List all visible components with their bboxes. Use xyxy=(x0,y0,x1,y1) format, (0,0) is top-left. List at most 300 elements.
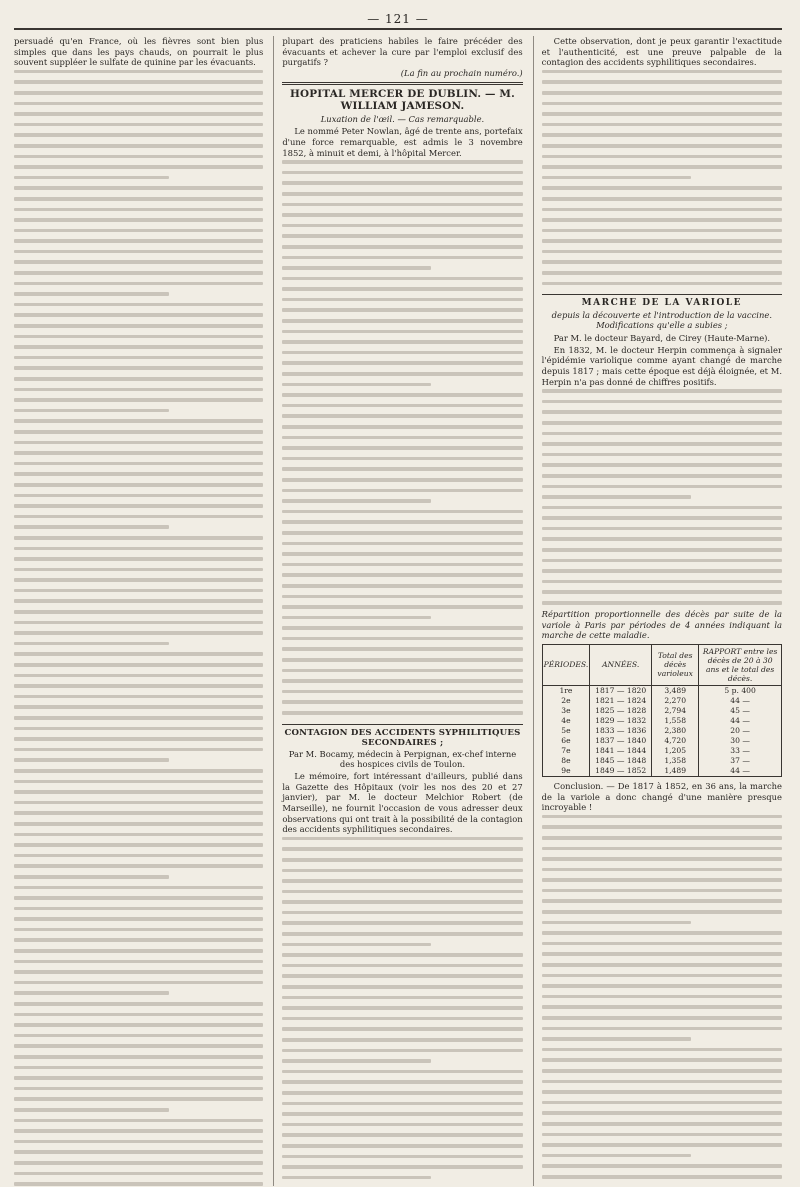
table-cell-total: 2,380 xyxy=(652,726,699,736)
text-line-placeholder xyxy=(542,559,782,563)
article-contagion-title: CONTAGION DES ACCIDENTS SYPHILITIQUES SECONDAIRES ; xyxy=(284,728,521,749)
text-line-placeholder xyxy=(14,1023,263,1027)
table-cell-period: 4e xyxy=(542,716,590,726)
text-line-placeholder xyxy=(542,410,782,414)
text-line-placeholder xyxy=(14,356,263,360)
text-line-placeholder xyxy=(282,616,431,620)
table-cell-total: 2,794 xyxy=(652,706,699,716)
text-line-placeholder xyxy=(282,414,522,418)
text-line-placeholder xyxy=(542,1143,782,1147)
text-line-placeholder xyxy=(14,70,263,74)
text-line-placeholder xyxy=(14,155,263,159)
article-mercer-body-text xyxy=(282,160,522,720)
text-line-placeholder xyxy=(14,133,263,137)
text-line-placeholder xyxy=(14,875,169,879)
text-line-placeholder xyxy=(14,208,263,212)
table-header-row xyxy=(542,644,781,685)
text-line-placeholder xyxy=(542,155,782,159)
text-line-placeholder xyxy=(542,921,691,925)
text-line-placeholder xyxy=(14,112,263,116)
text-line-placeholder xyxy=(282,1059,431,1063)
text-line-placeholder xyxy=(14,631,263,635)
text-line-placeholder xyxy=(14,811,263,815)
article-contagion-opening: Le mémoire, fort intéressant d'ailleurs, publié dans la Gazette des Hôpitaux (voir les nos des 20 et 27 janvier), par M. le docteur Melchior Robert (de Marseille), ne fournit l'occasion de vous adresser deux observations qui ont trait à la possibilité de la contagion des accidents syphilitiques secondaires. xyxy=(282,771,523,835)
text-line-placeholder xyxy=(14,324,263,328)
table-body xyxy=(542,685,781,776)
text-line-placeholder xyxy=(14,822,263,826)
text-line-placeholder xyxy=(542,1005,782,1009)
text-line-placeholder xyxy=(282,383,431,387)
text-line-placeholder xyxy=(542,260,782,264)
table-cell-period: 6e xyxy=(542,736,590,746)
text-line-placeholder xyxy=(542,165,782,169)
text-line-placeholder xyxy=(14,1002,263,1006)
table-cell-ratio: 20 — xyxy=(699,726,782,736)
text-line-placeholder xyxy=(14,981,263,985)
text-line-placeholder xyxy=(14,928,263,932)
text-line-placeholder xyxy=(14,896,263,900)
page-header xyxy=(14,12,782,30)
table-cell-years: 1849 — 1852 xyxy=(590,766,652,777)
text-line-placeholder xyxy=(542,942,782,946)
table-cell-total: 1,558 xyxy=(652,716,699,726)
text-line-placeholder xyxy=(542,868,782,872)
text-line-placeholder xyxy=(14,854,263,858)
text-line-placeholder xyxy=(282,964,522,968)
text-line-placeholder xyxy=(542,580,782,584)
text-line-placeholder xyxy=(542,963,782,967)
page-number: — 121 — xyxy=(367,12,429,26)
article-variole-title: MARCHE DE LA VARIOLE xyxy=(581,297,742,308)
text-line-placeholder xyxy=(282,1176,431,1180)
text-line-placeholder xyxy=(14,515,263,519)
text-line-placeholder xyxy=(542,432,782,436)
text-line-placeholder xyxy=(14,525,169,529)
text-line-placeholder xyxy=(282,1133,522,1137)
article-contagion-body-text xyxy=(282,837,522,1186)
text-line-placeholder xyxy=(14,547,263,551)
continued-note: (La fin au prochain numéro.) xyxy=(400,67,523,78)
conclusion-opening: Conclusion. — De 1817 à 1852, en 36 ans, la marche de la variole a donc changé d'une manière presque incroyable ! xyxy=(541,780,782,813)
text-line-placeholder xyxy=(282,711,522,715)
text-line-placeholder xyxy=(282,1080,522,1084)
text-line-placeholder xyxy=(14,398,263,402)
text-line-placeholder xyxy=(14,716,263,720)
page-columns xyxy=(14,36,782,1186)
table-row xyxy=(542,756,781,766)
text-line-placeholder xyxy=(282,1112,522,1116)
text-line-placeholder xyxy=(542,271,782,275)
text-line-placeholder xyxy=(542,1058,782,1062)
table-cell-ratio: 5 p. 400 xyxy=(699,685,782,696)
text-line-placeholder xyxy=(282,203,522,207)
column-2 xyxy=(273,36,522,1186)
text-line-placeholder xyxy=(14,568,263,572)
text-line-placeholder xyxy=(282,425,522,429)
text-line-placeholder xyxy=(14,260,263,264)
text-line-placeholder xyxy=(14,1066,263,1070)
text-line-placeholder xyxy=(542,1027,782,1031)
text-line-placeholder xyxy=(542,974,782,978)
text-line-placeholder xyxy=(282,900,522,904)
table-header-rapport: RAPPORT entre les décès de 20 à 30 ans et le total des décès. xyxy=(699,644,782,685)
text-line-placeholder xyxy=(14,494,263,498)
text-line-placeholder xyxy=(542,527,782,531)
text-line-placeholder xyxy=(14,1129,263,1133)
text-line-placeholder xyxy=(282,489,522,493)
text-line-placeholder xyxy=(14,409,169,413)
text-line-placeholder xyxy=(542,815,782,819)
table-row xyxy=(542,706,781,716)
text-line-placeholder xyxy=(542,1101,782,1105)
text-line-placeholder xyxy=(14,282,263,286)
text-line-placeholder xyxy=(282,298,522,302)
text-line-placeholder xyxy=(14,886,263,890)
text-line-placeholder xyxy=(14,589,263,593)
text-line-placeholder xyxy=(14,610,263,614)
table-cell-ratio: 30 — xyxy=(699,736,782,746)
table-cell-total: 4,720 xyxy=(652,736,699,746)
text-line-placeholder xyxy=(14,769,263,773)
text-line-placeholder xyxy=(14,451,263,455)
text-line-placeholder xyxy=(14,833,263,837)
text-line-placeholder xyxy=(14,144,263,148)
text-line-placeholder xyxy=(542,1037,691,1041)
text-line-placeholder xyxy=(282,690,522,694)
text-line-placeholder xyxy=(282,563,522,567)
text-line-placeholder xyxy=(14,176,169,180)
text-line-placeholder xyxy=(542,847,782,851)
text-line-placeholder xyxy=(542,899,782,903)
text-line-placeholder xyxy=(14,674,263,678)
text-line-placeholder xyxy=(14,441,263,445)
text-line-placeholder xyxy=(14,1087,263,1091)
text-line-placeholder xyxy=(282,234,522,238)
text-line-placeholder xyxy=(542,1090,782,1094)
text-line-placeholder xyxy=(14,366,263,370)
text-line-placeholder xyxy=(282,277,522,281)
text-line-placeholder xyxy=(14,313,263,317)
table-cell-period: 3e xyxy=(542,706,590,716)
text-line-placeholder xyxy=(542,186,782,190)
text-line-placeholder xyxy=(282,932,522,936)
text-line-placeholder xyxy=(542,995,782,999)
text-line-placeholder xyxy=(542,825,782,829)
table-header-total: Total des décès varioleux xyxy=(652,644,699,685)
text-line-placeholder xyxy=(14,123,263,127)
text-line-placeholder xyxy=(14,578,263,582)
table-cell-ratio: 37 — xyxy=(699,756,782,766)
text-line-placeholder xyxy=(542,878,782,882)
table-cell-years: 1845 — 1848 xyxy=(590,756,652,766)
column-1 xyxy=(14,36,263,1186)
text-line-placeholder xyxy=(282,658,522,662)
text-line-placeholder xyxy=(14,1161,263,1165)
text-line-placeholder xyxy=(14,621,263,625)
text-line-placeholder xyxy=(14,80,263,84)
text-line-placeholder xyxy=(542,91,782,95)
text-line-placeholder xyxy=(14,758,169,762)
text-line-placeholder xyxy=(282,985,522,989)
table-header-periodes: PÉRIODES. xyxy=(542,644,590,685)
text-line-placeholder xyxy=(282,351,522,355)
text-line-placeholder xyxy=(14,801,263,805)
text-line-placeholder xyxy=(282,953,522,957)
text-line-placeholder xyxy=(14,1150,263,1154)
text-line-placeholder xyxy=(542,1175,782,1179)
table-cell-ratio: 44 — xyxy=(699,716,782,726)
text-line-placeholder xyxy=(542,1133,782,1137)
text-line-placeholder xyxy=(14,1108,169,1112)
text-line-placeholder xyxy=(542,569,782,573)
text-line-placeholder xyxy=(14,271,263,275)
text-line-placeholder xyxy=(542,80,782,84)
text-line-placeholder xyxy=(542,1080,782,1084)
text-line-placeholder xyxy=(14,1076,263,1080)
text-line-placeholder xyxy=(14,780,263,784)
text-line-placeholder xyxy=(282,552,522,556)
text-line-placeholder xyxy=(282,869,522,873)
text-line-placeholder xyxy=(282,1049,522,1053)
table-cell-years: 1821 — 1824 xyxy=(590,696,652,706)
text-line-placeholder xyxy=(542,442,782,446)
table-cell-ratio: 44 — xyxy=(699,696,782,706)
text-line-placeholder xyxy=(282,879,522,883)
text-line-placeholder xyxy=(542,389,782,393)
table-row xyxy=(542,746,781,756)
text-line-placeholder xyxy=(282,542,522,546)
text-line-placeholder xyxy=(282,1155,522,1159)
table-cell-total: 3,489 xyxy=(652,685,699,696)
text-line-placeholder xyxy=(282,1165,522,1169)
text-line-placeholder xyxy=(14,165,263,169)
text-line-placeholder xyxy=(282,911,522,915)
text-line-placeholder xyxy=(282,584,522,588)
text-line-placeholder xyxy=(14,504,263,508)
text-line-placeholder xyxy=(542,474,782,478)
text-line-placeholder xyxy=(542,548,782,552)
table-cell-ratio: 44 — xyxy=(699,766,782,777)
table-cell-years: 1829 — 1832 xyxy=(590,716,652,726)
text-line-placeholder xyxy=(282,467,522,471)
table-cell-years: 1817 — 1820 xyxy=(590,685,652,696)
text-line-placeholder xyxy=(14,1034,263,1038)
text-line-placeholder xyxy=(542,208,782,212)
text-line-placeholder xyxy=(282,372,522,376)
text-line-placeholder xyxy=(542,495,691,499)
text-line-placeholder xyxy=(282,837,522,841)
text-line-placeholder xyxy=(542,1048,782,1052)
text-line-placeholder xyxy=(282,1144,522,1148)
text-line-placeholder xyxy=(14,250,263,254)
table-cell-years: 1837 — 1840 xyxy=(590,736,652,746)
table-cell-years: 1833 — 1836 xyxy=(590,726,652,736)
text-line-placeholder xyxy=(542,1164,782,1168)
table-cell-total: 1,205 xyxy=(652,746,699,756)
text-line-placeholder xyxy=(542,239,782,243)
text-line-placeholder xyxy=(282,637,522,641)
article-mercer-subtitle: Luxation de l'œil. — Cas remarquable. xyxy=(320,114,485,125)
text-line-placeholder xyxy=(542,282,782,286)
text-line-placeholder xyxy=(14,599,263,603)
text-line-placeholder xyxy=(542,516,782,520)
text-line-placeholder xyxy=(14,557,263,561)
section-divider xyxy=(542,294,782,295)
column-1-body-text xyxy=(14,70,263,1186)
text-line-placeholder xyxy=(14,218,263,222)
column-1-opening: persuadé qu'en France, où les fièvres sont bien plus simples que dans les pays chauds, on pourrait le plus souvent suppléer le sulfate de quinine par les évacuants. xyxy=(14,36,264,68)
text-line-placeholder xyxy=(14,727,263,731)
table-row xyxy=(542,726,781,736)
text-line-placeholder xyxy=(14,705,263,709)
text-line-placeholder xyxy=(14,335,263,339)
article-variole-body-text xyxy=(542,389,782,609)
text-line-placeholder xyxy=(542,601,782,605)
text-line-placeholder xyxy=(542,836,782,840)
text-line-placeholder xyxy=(14,102,263,106)
mortality-table xyxy=(542,644,782,777)
text-line-placeholder xyxy=(282,943,431,947)
text-line-placeholder xyxy=(14,1119,263,1123)
text-line-placeholder xyxy=(282,330,522,334)
text-line-placeholder xyxy=(282,974,522,978)
text-line-placeholder xyxy=(542,229,782,233)
text-line-placeholder xyxy=(14,536,263,540)
text-line-placeholder xyxy=(14,430,263,434)
text-line-placeholder xyxy=(14,1097,263,1101)
text-line-placeholder xyxy=(542,102,782,106)
text-line-placeholder xyxy=(14,239,263,243)
text-line-placeholder xyxy=(282,1006,522,1010)
text-line-placeholder xyxy=(14,1055,263,1059)
text-line-placeholder xyxy=(542,1111,782,1115)
text-line-placeholder xyxy=(282,404,522,408)
text-line-placeholder xyxy=(14,917,263,921)
text-line-placeholder xyxy=(14,462,263,466)
text-line-placeholder xyxy=(542,123,782,127)
text-line-placeholder xyxy=(282,1038,522,1042)
text-line-placeholder xyxy=(282,192,522,196)
text-line-placeholder xyxy=(282,499,431,503)
text-line-placeholder xyxy=(14,949,263,953)
text-line-placeholder xyxy=(542,506,782,510)
text-line-placeholder xyxy=(282,858,522,862)
text-line-placeholder xyxy=(14,292,169,296)
text-line-placeholder xyxy=(282,171,522,175)
table-row xyxy=(542,736,781,746)
text-line-placeholder xyxy=(282,256,522,260)
text-line-placeholder xyxy=(282,1091,522,1095)
table-header-annees: ANNÉES. xyxy=(590,644,652,685)
text-line-placeholder xyxy=(542,421,782,425)
article-variole-byline: Par M. le docteur Bayard, de Cirey (Haute-Marne). xyxy=(553,332,771,343)
text-line-placeholder xyxy=(282,679,522,683)
column-2-intro-end: plupart des praticiens habiles le faire précéder des évacuants et achever la cure par l'emploi exclusif des purgatifs ? xyxy=(282,36,523,68)
text-line-placeholder xyxy=(14,907,263,911)
text-line-placeholder xyxy=(14,1013,263,1017)
text-line-placeholder xyxy=(14,377,263,381)
text-line-placeholder xyxy=(14,843,263,847)
text-line-placeholder xyxy=(282,1123,522,1127)
text-line-placeholder xyxy=(542,400,782,404)
text-line-placeholder xyxy=(542,857,782,861)
text-line-placeholder xyxy=(542,176,691,180)
text-line-placeholder xyxy=(14,197,263,201)
text-line-placeholder xyxy=(282,478,522,482)
text-line-placeholder xyxy=(542,250,782,254)
text-line-placeholder xyxy=(282,457,522,461)
table-row xyxy=(542,716,781,726)
text-line-placeholder xyxy=(14,790,263,794)
text-line-placeholder xyxy=(542,1154,691,1158)
text-line-placeholder xyxy=(282,626,522,630)
text-line-placeholder xyxy=(542,931,782,935)
text-line-placeholder xyxy=(282,224,522,228)
text-line-placeholder xyxy=(14,663,263,667)
text-line-placeholder xyxy=(282,921,522,925)
column-3 xyxy=(533,36,782,1186)
text-line-placeholder xyxy=(282,319,522,323)
table-cell-years: 1825 — 1828 xyxy=(590,706,652,716)
text-line-placeholder xyxy=(542,1016,782,1020)
text-line-placeholder xyxy=(282,393,522,397)
text-line-placeholder xyxy=(14,1044,263,1048)
article-mercer-opening: Le nommé Peter Nowlan, âgé de trente ans, portefaix d'une force remarquable, est admis le 3 novembre 1852, à minuit et demi, à l'hôpital Mercer. xyxy=(282,126,523,158)
text-line-placeholder xyxy=(14,388,263,392)
text-line-placeholder xyxy=(542,144,782,148)
table-row xyxy=(542,685,781,696)
table-caption: Répartition proportionnelle des décès par suite de la variole à Paris par périodes de 4 années indiquant la marche de cette maladie. xyxy=(541,609,782,641)
text-line-placeholder xyxy=(14,748,263,752)
text-line-placeholder xyxy=(542,889,782,893)
text-line-placeholder xyxy=(282,446,522,450)
text-line-placeholder xyxy=(14,938,263,942)
text-line-placeholder xyxy=(542,218,782,222)
text-line-placeholder xyxy=(14,970,263,974)
text-line-placeholder xyxy=(282,213,522,217)
text-line-placeholder xyxy=(14,1140,263,1144)
text-line-placeholder xyxy=(282,1027,522,1031)
text-line-placeholder xyxy=(542,537,782,541)
table-cell-total: 1,489 xyxy=(652,766,699,777)
conclusion-body-text xyxy=(542,815,782,1186)
text-line-placeholder xyxy=(14,864,263,868)
table-cell-ratio: 33 — xyxy=(699,746,782,756)
text-line-placeholder xyxy=(14,684,263,688)
text-line-placeholder xyxy=(282,510,522,514)
text-line-placeholder xyxy=(14,960,263,964)
text-line-placeholder xyxy=(14,737,263,741)
text-line-placeholder xyxy=(282,160,522,164)
text-line-placeholder xyxy=(14,652,263,656)
text-line-placeholder xyxy=(14,991,169,995)
table-cell-ratio: 45 — xyxy=(699,706,782,716)
text-line-placeholder xyxy=(14,642,169,646)
table-row xyxy=(542,766,781,777)
text-line-placeholder xyxy=(542,112,782,116)
article-variole-opening: En 1832, M. le docteur Herpin commença à signaler l'épidémie variolique comme ayant changé de marche depuis 1817 ; mais cette époque est déjà éloignée, et M. Herpin n'a pas donné de chiffres positifs. xyxy=(541,344,782,387)
text-line-placeholder xyxy=(542,1122,782,1126)
text-line-placeholder xyxy=(542,984,782,988)
section-divider xyxy=(282,724,522,725)
table-cell-period: 2e xyxy=(542,696,590,706)
text-line-placeholder xyxy=(282,647,522,651)
text-line-placeholder xyxy=(282,573,522,577)
text-line-placeholder xyxy=(282,287,522,291)
text-line-placeholder xyxy=(282,266,431,270)
text-line-placeholder xyxy=(542,910,782,914)
table-cell-period: 8e xyxy=(542,756,590,766)
